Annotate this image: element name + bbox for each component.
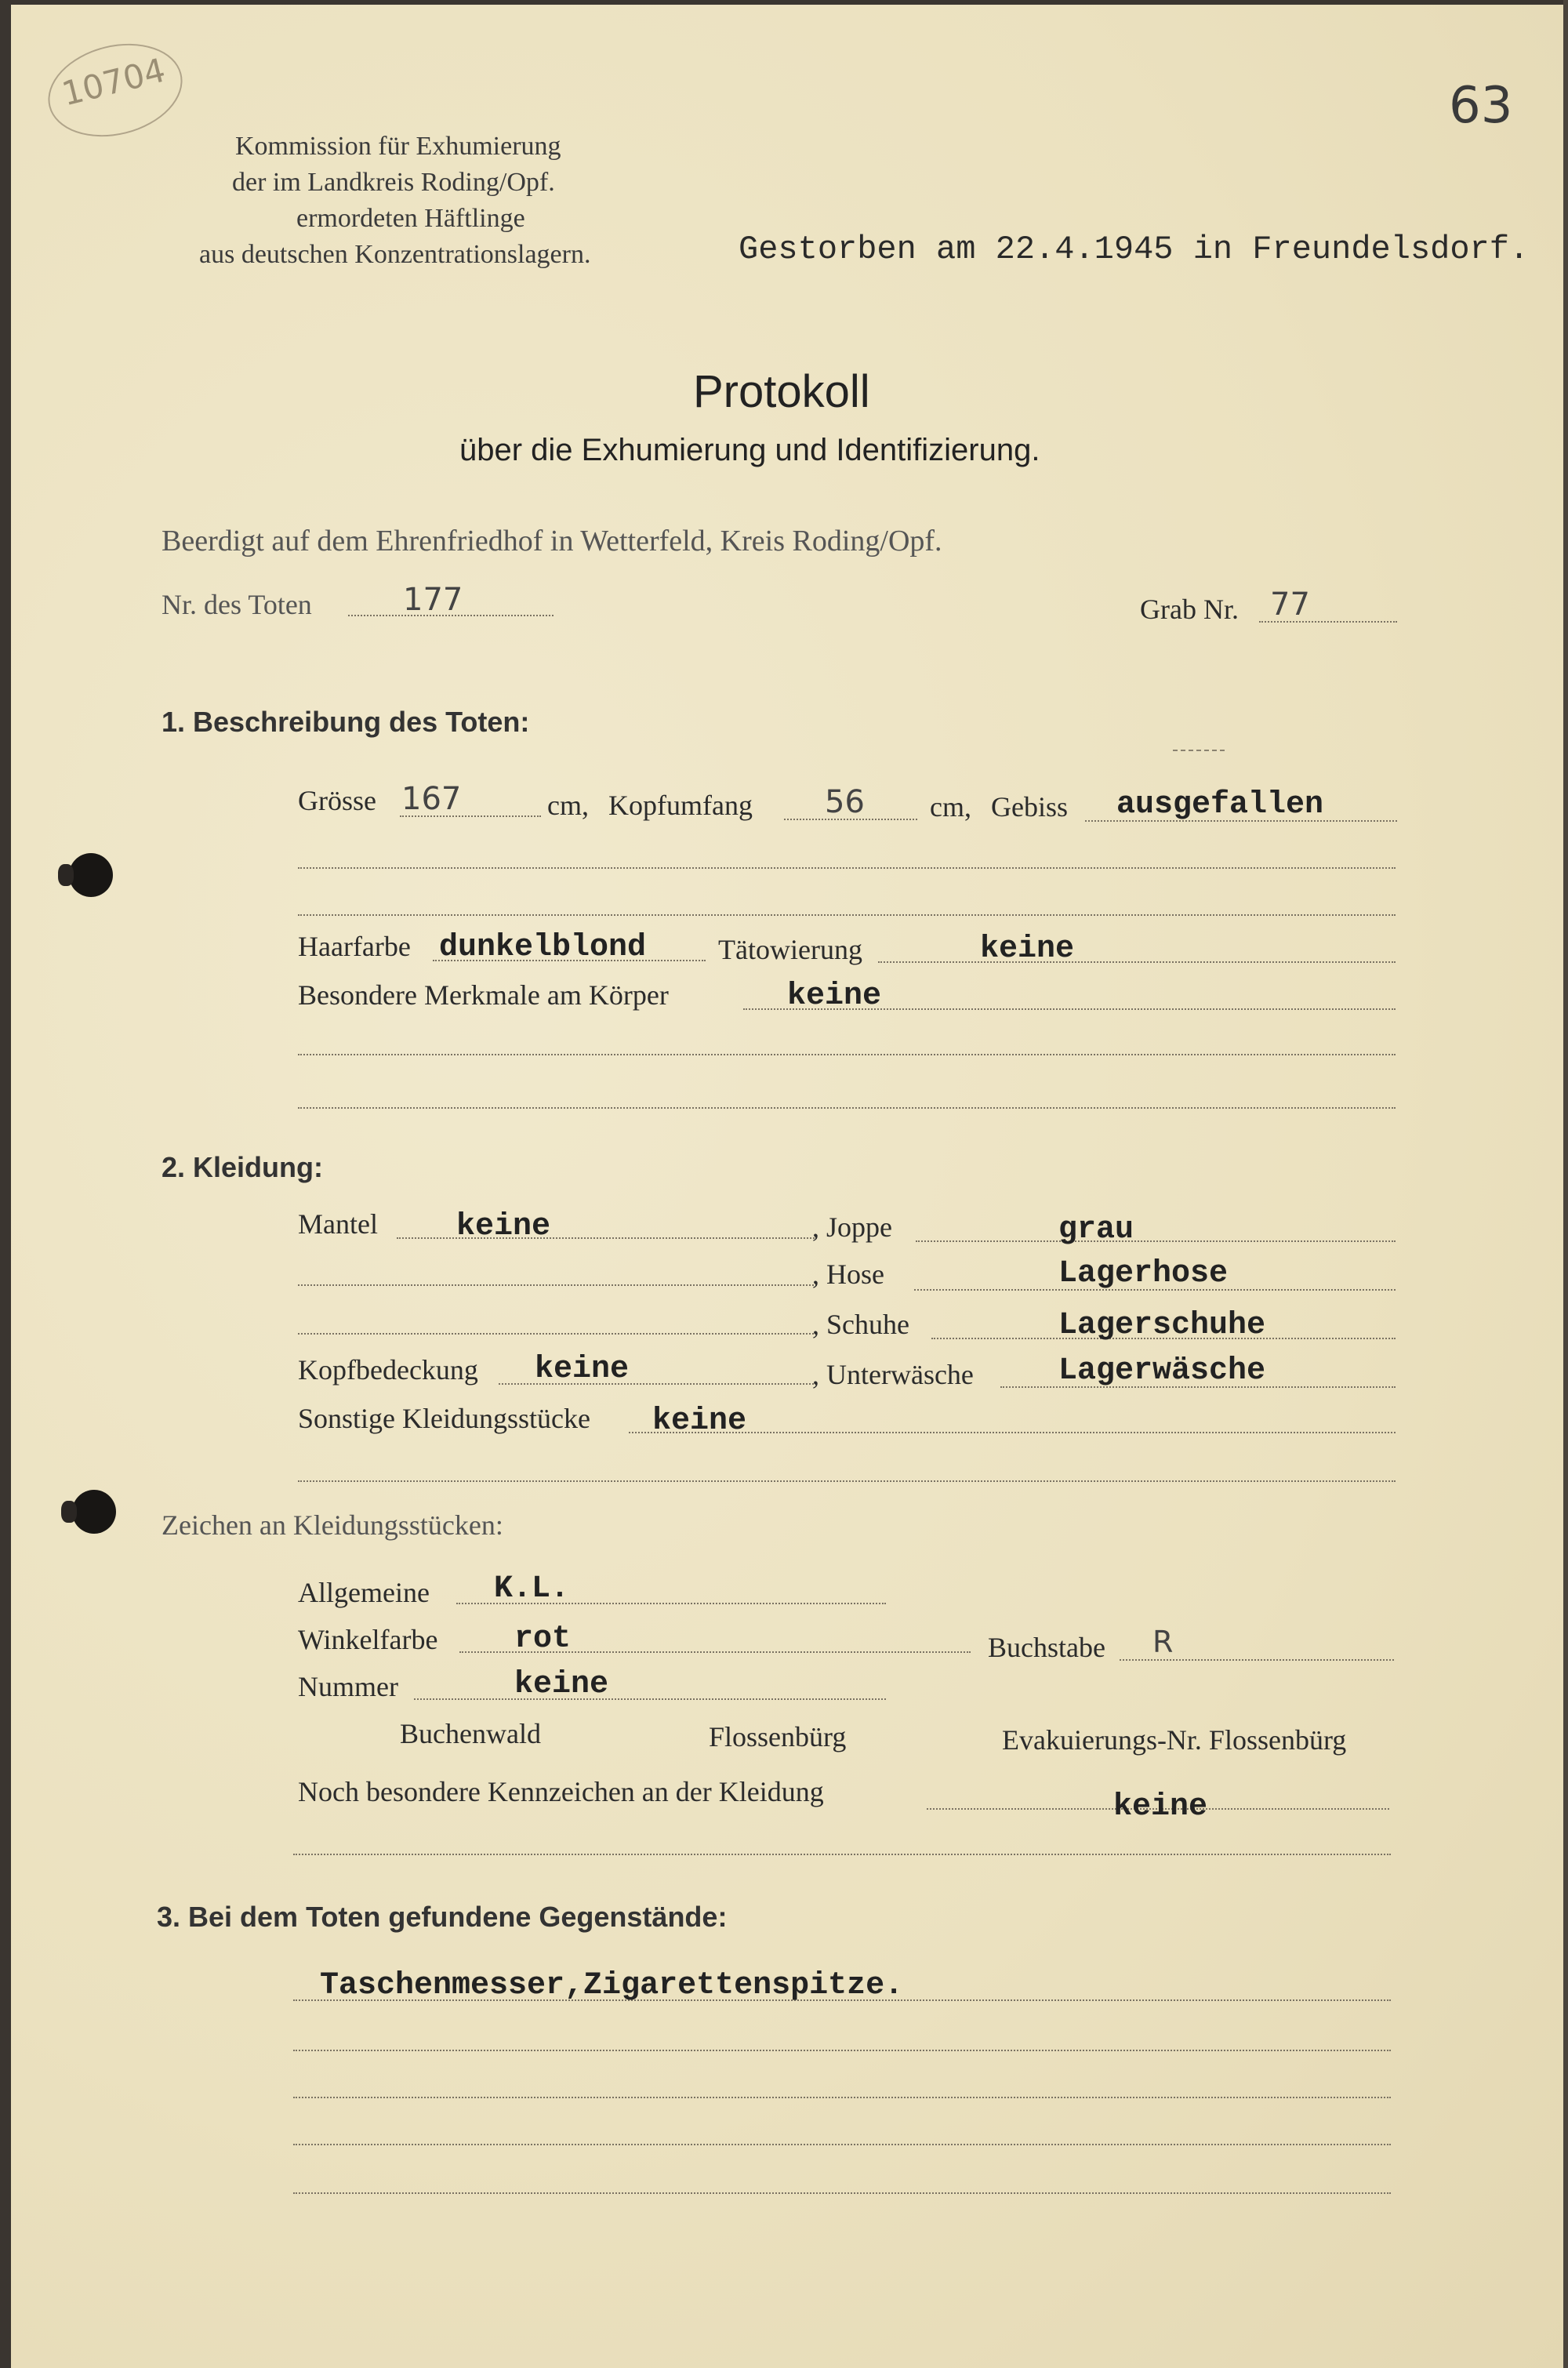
blank-line [298, 1480, 1396, 1482]
number-line [414, 1698, 886, 1700]
section2-heading: 2. Kleidung: [162, 1151, 323, 1183]
underwear-value: Lagerwäsche [1058, 1353, 1266, 1389]
blank-line [298, 914, 1396, 916]
headwear-label: Kopfbedeckung [298, 1354, 478, 1386]
camp-buchenwald: Buchenwald [400, 1718, 541, 1749]
scan-edge-left [0, 0, 11, 2368]
grave-number-value: 77 [1270, 587, 1310, 623]
hair-label: Haarfarbe [298, 931, 411, 962]
document-title: Protokoll [693, 366, 870, 417]
tattoo-line [878, 961, 1396, 963]
letter-value: R [1152, 1625, 1174, 1659]
punch-hole-bottom [72, 1490, 116, 1534]
dead-number-value: 177 [403, 582, 463, 618]
extra-marks-value: keine [1113, 1789, 1208, 1825]
letter-label: Buchstabe [988, 1632, 1105, 1663]
trousers-label: , Hose [812, 1258, 884, 1290]
camp-evacuation: Evakuierungs-Nr. Flossenbürg [1002, 1724, 1347, 1756]
header-line-4: aus deutschen Konzentrationslagern. [199, 240, 591, 269]
general-value: K.L. [494, 1571, 570, 1607]
teeth-label: Gebiss [991, 791, 1068, 823]
blank-line [298, 1054, 1396, 1055]
document-subtitle: über die Exhumierung und Identifizierung. [459, 433, 1040, 467]
blank-line [293, 1854, 1391, 1855]
jacket-label: , Joppe [812, 1211, 892, 1243]
archive-stamp-number: 10704 [58, 50, 169, 114]
letter-line [1120, 1659, 1394, 1661]
header-line-3: ermordeten Häftlinge [296, 204, 525, 233]
burial-location: Beerdigt auf dem Ehrenfriedhof in Wetterfeld, Kreis Roding/Opf. [162, 525, 942, 557]
found-items-value: Taschenmesser,Zigarettenspitze. [320, 1968, 904, 2003]
marks-value: keine [787, 979, 882, 1014]
marks-label: Besondere Merkmale am Körper [298, 979, 669, 1011]
underwear-label: , Unterwäsche [812, 1359, 974, 1390]
blank-line [293, 2097, 1391, 2098]
general-label: Allgemeine [298, 1577, 430, 1608]
section1-heading: 1. Beschreibung des Toten: [162, 706, 530, 738]
teeth-value: ausgefallen [1116, 787, 1324, 823]
height-label: Grösse [298, 785, 376, 816]
height-unit: cm, [547, 790, 589, 821]
blank-line [298, 1333, 817, 1335]
triangle-color-value: rot [514, 1622, 572, 1657]
death-note: Gestorben am 22.4.1945 in Freundelsdorf. [739, 231, 1530, 268]
header-line-1: Kommission für Exhumierung [235, 132, 561, 161]
jacket-line [916, 1240, 1396, 1242]
page-number: 63 [1449, 77, 1513, 135]
head-value: 56 [825, 784, 865, 820]
blank-line [293, 2144, 1391, 2145]
marks-heading: Zeichen an Kleidungsstücken: [162, 1509, 503, 1541]
punch-hole-top [69, 853, 113, 897]
other-clothing-value: keine [652, 1404, 747, 1439]
scan-edge-right [1563, 0, 1568, 2368]
dash-mark [1173, 750, 1225, 751]
dead-number-label: Nr. des Toten [162, 589, 312, 620]
trousers-value: Lagerhose [1058, 1256, 1229, 1291]
jacket-value: grau [1058, 1212, 1134, 1248]
tattoo-value: keine [980, 932, 1075, 967]
triangle-color-label: Winkelfarbe [298, 1624, 438, 1655]
headwear-value: keine [535, 1352, 630, 1387]
head-unit: cm, [930, 791, 971, 823]
scan-edge-top [0, 0, 1568, 5]
blank-line [298, 1107, 1396, 1109]
tattoo-label: Tätowierung [718, 934, 862, 965]
hair-value: dunkelblond [439, 930, 647, 965]
number-value: keine [514, 1667, 609, 1702]
blank-line [293, 2050, 1391, 2051]
camp-flossenbuerg: Flossenbürg [709, 1721, 847, 1752]
shoes-value: Lagerschuhe [1058, 1308, 1266, 1343]
other-clothing-label: Sonstige Kleidungsstücke [298, 1403, 590, 1434]
blank-line [293, 2192, 1391, 2194]
section3-heading: 3. Bei dem Toten gefundene Gegenstände: [157, 1901, 728, 1933]
shoes-label: , Schuhe [812, 1309, 909, 1340]
coat-value: keine [456, 1209, 551, 1244]
grave-number-label: Grab Nr. [1140, 594, 1239, 625]
head-label: Kopfumfang [608, 790, 753, 821]
coat-label: Mantel [298, 1208, 378, 1240]
header-line-2: der im Landkreis Roding/Opf. [232, 168, 555, 197]
extra-marks-label: Noch besondere Kennzeichen an der Kleidung [298, 1776, 824, 1807]
number-label: Nummer [298, 1671, 398, 1702]
height-value: 167 [401, 781, 462, 817]
blank-line [298, 1284, 817, 1286]
blank-line [298, 867, 1396, 869]
